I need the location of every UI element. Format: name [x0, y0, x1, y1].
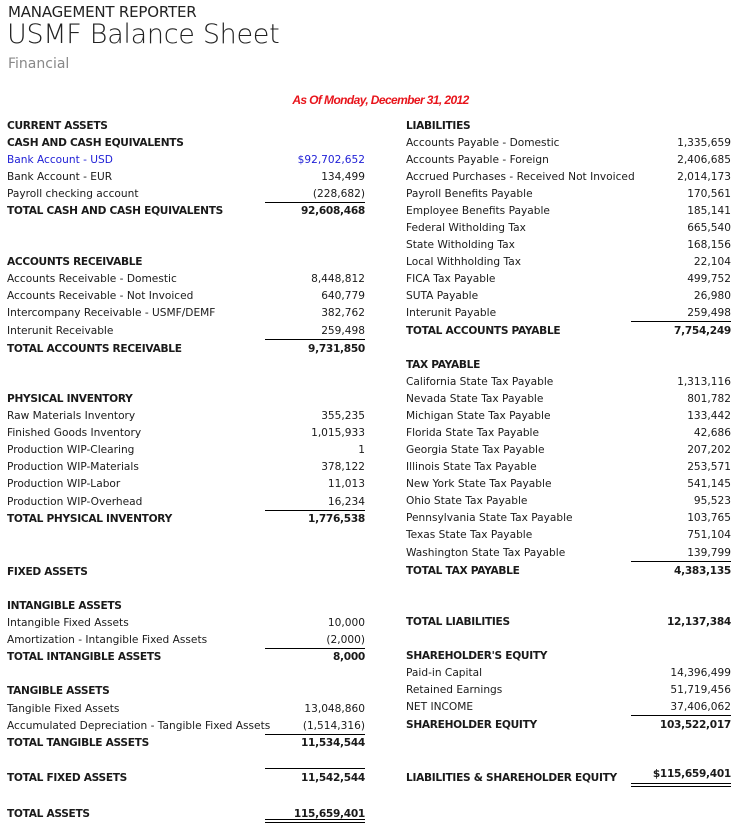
account-name: Washington State Tax Payable: [406, 547, 566, 559]
section-heading: [406, 357, 731, 374]
table-row: [7, 323, 365, 340]
table-row: [406, 510, 731, 527]
equity-heading: SHAREHOLDER'S EQUITY: [406, 650, 548, 662]
table-row: [7, 169, 365, 186]
amount: 42,686: [693, 427, 731, 439]
app-name: MANAGEMENT REPORTER: [8, 3, 197, 21]
total-value: 11,534,544: [300, 737, 365, 749]
amount: 382,762: [321, 307, 365, 319]
total-value: 8,000: [332, 651, 365, 663]
total-assets-value: 115,659,401: [293, 808, 365, 820]
table-row: [7, 476, 365, 493]
amount: 1: [358, 444, 365, 456]
table-row: [406, 169, 731, 186]
amount: 751,104: [687, 529, 731, 541]
account-name: Interunit Receivable: [7, 325, 114, 337]
table-row: [406, 665, 731, 682]
account-name: Amortization - Intangible Fixed Assets: [7, 634, 208, 646]
table-row: [406, 493, 731, 510]
table-row: [406, 476, 731, 493]
double-underline: [631, 783, 731, 787]
table-row: [7, 408, 365, 425]
amount: 185,141: [687, 205, 731, 217]
account-name: Employee Benefits Payable: [406, 205, 550, 217]
total-label: TOTAL TAX PAYABLE: [406, 565, 520, 577]
table-row: [406, 254, 731, 271]
account-name: Tangible Fixed Assets: [7, 703, 120, 715]
total-row: [406, 717, 731, 734]
table-row: [406, 203, 731, 220]
amount-link[interactable]: $92,702,652: [297, 154, 365, 166]
total-row: [7, 735, 365, 752]
report-title: USMF Balance Sheet: [7, 19, 280, 50]
amount: 355,235: [321, 410, 365, 422]
amount: 8,448,812: [311, 273, 365, 285]
amount: (228,682): [312, 188, 365, 200]
amount: 10,000: [327, 617, 365, 629]
table-row: [7, 271, 365, 288]
account-name: Accounts Receivable - Domestic: [7, 273, 177, 285]
amount: 14,396,499: [670, 667, 731, 679]
amount: 259,498: [321, 325, 365, 337]
account-name: Accounts Receivable - Not Invoiced: [7, 290, 194, 302]
table-row: [406, 374, 731, 391]
total-fixed-assets-value: 11,542,544: [300, 772, 365, 784]
account-name: Texas State Tax Payable: [406, 529, 533, 541]
table-row: [406, 527, 731, 544]
account-name: Paid-in Capital: [406, 667, 483, 679]
account-name: Payroll Benefits Payable: [406, 188, 533, 200]
account-link[interactable]: Bank Account - USD: [7, 154, 113, 166]
amount: 103,765: [687, 512, 731, 524]
total-fixed-assets-label: TOTAL FIXED ASSETS: [7, 772, 128, 784]
amount: 95,523: [693, 495, 731, 507]
table-row: [406, 135, 731, 152]
total-value: 4,383,135: [674, 565, 731, 577]
amount: 378,122: [321, 461, 365, 473]
double-underline: [265, 819, 365, 823]
account-name: Georgia State Tax Payable: [406, 444, 545, 456]
amount: 51,719,456: [670, 684, 731, 696]
as-of-date: As Of Monday, December 31, 2012: [292, 93, 469, 107]
intangible-heading: INTANGIBLE ASSETS: [7, 600, 122, 612]
account-name: Interunit Payable: [406, 307, 497, 319]
cash-heading: CASH AND CASH EQUIVALENTS: [7, 137, 184, 149]
receivables-heading: ACCOUNTS RECEIVABLE: [7, 256, 143, 268]
amount: 207,202: [687, 444, 731, 456]
subtotal-rule: [265, 339, 365, 340]
table-row: [406, 186, 731, 203]
account-name: Production WIP-Overhead: [7, 496, 143, 508]
total-value: 1,776,538: [308, 513, 365, 525]
section-heading: [7, 391, 365, 408]
table-row: [7, 442, 365, 459]
table-row: [406, 391, 731, 408]
fixed-assets-heading: FIXED ASSETS: [7, 566, 88, 578]
amount: 259,498: [687, 307, 731, 319]
tax-payable-heading: TAX PAYABLE: [406, 359, 481, 371]
account-name: Payroll checking account: [7, 188, 139, 200]
total-row: [406, 323, 731, 340]
subtotal-rule: [631, 321, 731, 322]
account-name: Intercompany Receivable - USMF/DEMF: [7, 307, 216, 319]
amount: 665,540: [687, 222, 731, 234]
subtotal-rule: [265, 768, 365, 769]
current-assets-heading: CURRENT ASSETS: [7, 120, 108, 132]
section-heading: [7, 118, 365, 135]
table-row: [406, 408, 731, 425]
report-subtitle: Financial: [8, 56, 70, 72]
account-name: Retained Earnings: [406, 684, 503, 696]
table-row: [406, 459, 731, 476]
table-row: [406, 545, 731, 562]
subtotal-rule: [631, 561, 731, 562]
account-name: SUTA Payable: [406, 290, 479, 302]
total-label: TOTAL TANGIBLE ASSETS: [7, 737, 149, 749]
table-row: [406, 442, 731, 459]
table-row: [406, 152, 731, 169]
account-name: California State Tax Payable: [406, 376, 554, 388]
liabilities-equity-label: LIABILITIES & SHAREHOLDER EQUITY: [406, 772, 617, 784]
total-liabilities-value: 12,137,384: [666, 616, 731, 628]
subtotal-rule: [631, 715, 731, 716]
account-name: Raw Materials Inventory: [7, 410, 136, 422]
table-row: [7, 494, 365, 511]
account-name: NET INCOME: [406, 701, 474, 713]
amount: 2,406,685: [677, 154, 731, 166]
table-row: [406, 220, 731, 237]
account-name: FICA Tax Payable: [406, 273, 496, 285]
amount: (2,000): [326, 634, 365, 646]
table-row: [406, 699, 731, 716]
amount: 133,442: [687, 410, 731, 422]
total-row: [7, 511, 365, 528]
account-name: Pennsylvania State Tax Payable: [406, 512, 573, 524]
total-value: 103,522,017: [659, 719, 731, 731]
section-heading: [7, 254, 365, 271]
account-name: Accrued Purchases - Received Not Invoiced: [406, 171, 635, 183]
total-label: SHAREHOLDER EQUITY: [406, 719, 537, 731]
total-row: [7, 341, 365, 358]
total-row: [7, 649, 365, 666]
amount: 1,335,659: [677, 137, 731, 149]
amount: 1,313,116: [677, 376, 731, 388]
total-value: 9,731,850: [308, 343, 365, 355]
total-label: TOTAL CASH AND CASH EQUIVALENTS: [7, 205, 224, 217]
account-name: Accounts Payable - Domestic: [406, 137, 560, 149]
amount: 13,048,860: [304, 703, 365, 715]
table-row: [406, 271, 731, 288]
table-row: [7, 459, 365, 476]
amount: 640,779: [321, 290, 365, 302]
section-heading: [7, 683, 365, 700]
amount: 26,980: [693, 290, 731, 302]
total-assets-label: TOTAL ASSETS: [7, 808, 90, 820]
amount: 170,561: [687, 188, 731, 200]
account-name: Production WIP-Labor: [7, 478, 121, 490]
table-row: [7, 701, 365, 718]
table-row: [7, 632, 365, 649]
account-name: Ohio State Tax Payable: [406, 495, 528, 507]
total-liabilities-label: TOTAL LIABILITIES: [406, 616, 510, 628]
table-row: [7, 288, 365, 305]
account-name: Illinois State Tax Payable: [406, 461, 537, 473]
account-name: Federal Witholding Tax: [406, 222, 526, 234]
account-name: Production WIP-Materials: [7, 461, 139, 473]
account-name: Accumulated Depreciation - Tangible Fixed Assets: [7, 720, 271, 732]
account-name: Nevada State Tax Payable: [406, 393, 544, 405]
account-name: Finished Goods Inventory: [7, 427, 142, 439]
total-label: TOTAL PHYSICAL INVENTORY: [7, 513, 172, 525]
account-name: Accounts Payable - Foreign: [406, 154, 549, 166]
account-name: Bank Account - EUR: [7, 171, 113, 183]
amount: 22,104: [693, 256, 731, 268]
total-label: TOTAL INTANGIBLE ASSETS: [7, 651, 162, 663]
account-name: Michigan State Tax Payable: [406, 410, 551, 422]
table-row[interactable]: [7, 152, 365, 169]
table-row: [406, 305, 731, 322]
table-row: [7, 305, 365, 322]
total-value: 7,754,249: [674, 325, 731, 337]
amount: 801,782: [687, 393, 731, 405]
table-row: [406, 288, 731, 305]
section-heading: [406, 648, 731, 665]
amount: 16,234: [327, 496, 365, 508]
total-value: 92,608,468: [300, 205, 365, 217]
liabilities-heading: LIABILITIES: [406, 120, 471, 132]
tangible-heading: TANGIBLE ASSETS: [7, 685, 110, 697]
total-label: TOTAL ACCOUNTS PAYABLE: [406, 325, 561, 337]
amount: 253,571: [687, 461, 731, 473]
amount: 2,014,173: [677, 171, 731, 183]
table-row: [406, 425, 731, 442]
table-row: [7, 425, 365, 442]
table-row: [406, 682, 731, 699]
account-name: Production WIP-Clearing: [7, 444, 135, 456]
liabilities-equity-value: $115,659,401: [652, 768, 731, 780]
account-name: Local Withholding Tax: [406, 256, 521, 268]
table-row: [7, 615, 365, 632]
amount: 139,799: [687, 547, 731, 559]
amount: 1,015,933: [311, 427, 365, 439]
amount: 168,156: [687, 239, 731, 251]
section-heading: [406, 118, 731, 135]
account-name: Intangible Fixed Assets: [7, 617, 129, 629]
amount: 134,499: [321, 171, 365, 183]
total-row: [406, 614, 731, 631]
account-name: Florida State Tax Payable: [406, 427, 540, 439]
inventory-heading: PHYSICAL INVENTORY: [7, 393, 133, 405]
table-row: [7, 718, 365, 735]
amount: 11,013: [327, 478, 365, 490]
total-label: TOTAL ACCOUNTS RECEIVABLE: [7, 343, 182, 355]
amount: 499,752: [687, 273, 731, 285]
total-row: [406, 563, 731, 580]
table-row: [406, 237, 731, 254]
total-row: [7, 770, 365, 787]
account-name: New York State Tax Payable: [406, 478, 552, 490]
amount: 37,406,062: [670, 701, 731, 713]
amount: 541,145: [687, 478, 731, 490]
account-name: State Witholding Tax: [406, 239, 515, 251]
total-row: [7, 203, 365, 220]
section-heading: [7, 135, 365, 152]
section-heading: [7, 598, 365, 615]
section-heading: [7, 564, 365, 581]
amount: (1,514,316): [302, 720, 365, 732]
table-row: [7, 186, 365, 203]
